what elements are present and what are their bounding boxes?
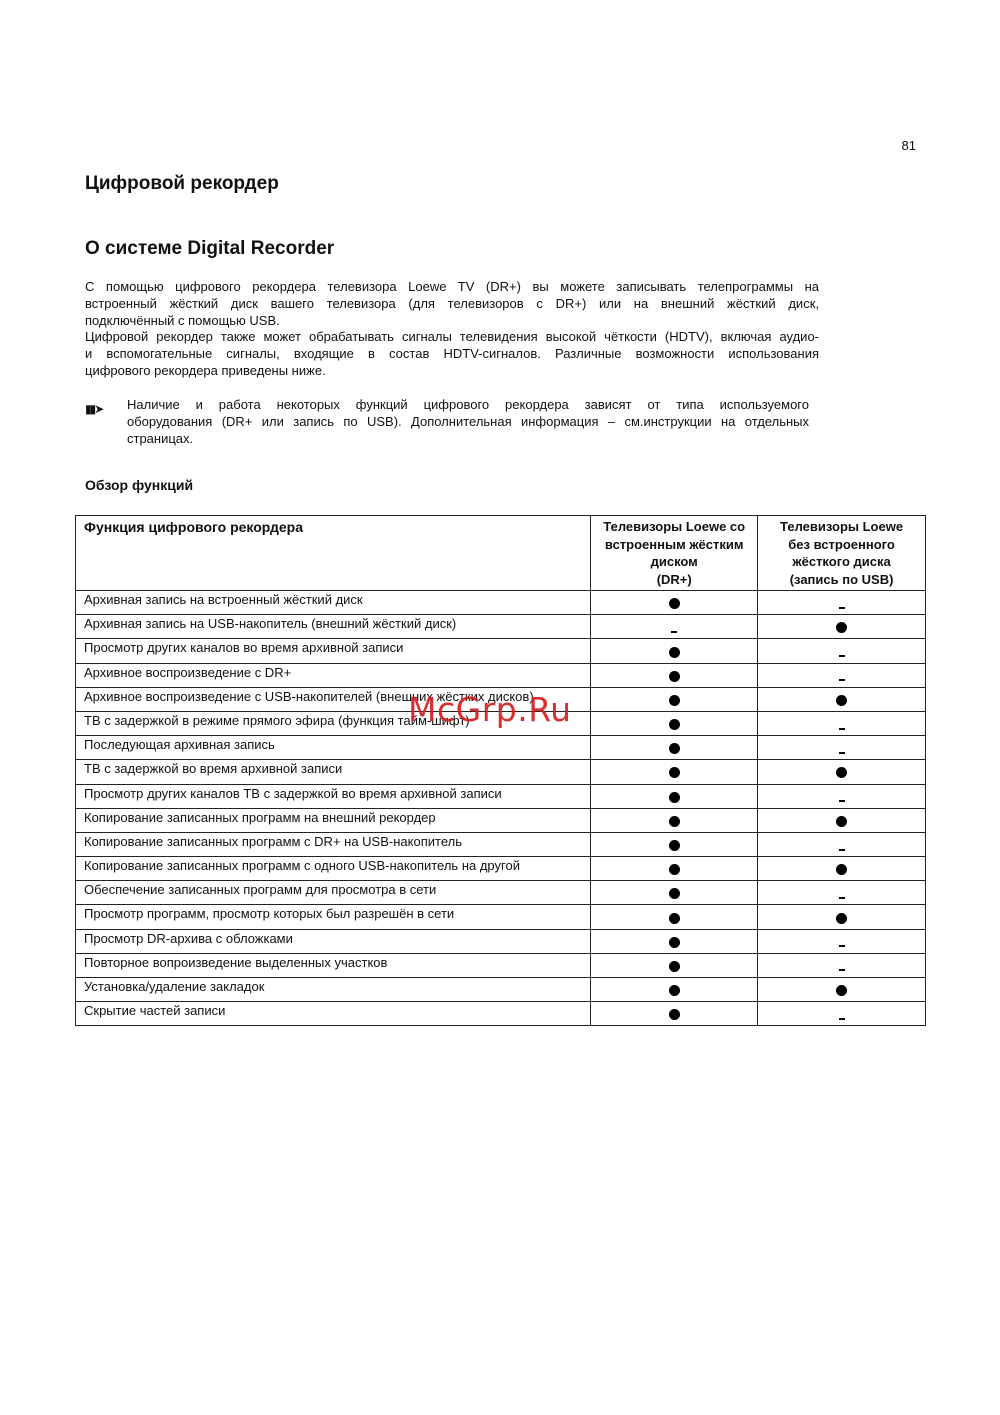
filled-dot-icon <box>669 840 680 851</box>
cell-usb <box>758 978 926 1002</box>
header-line: жёсткого диска <box>792 554 891 569</box>
cell-usb <box>758 784 926 808</box>
cell-dr-plus <box>591 760 758 784</box>
cell-dr-plus <box>591 711 758 735</box>
function-label: Просмотр программ, просмотр которых был разрешён в сети <box>76 905 591 929</box>
section-title: О системе Digital Recorder <box>85 238 335 259</box>
intro-1-line: С помощью цифрового рекордера телевизора Loewe TV (DR+) вы можете записывать телепрограммы на <box>85 279 819 294</box>
cell-usb <box>758 857 926 881</box>
function-label: ТВ с задержкой во время архивной записи <box>76 760 591 784</box>
filled-dot-icon <box>669 767 680 778</box>
table-row <box>76 736 926 760</box>
function-label: Архивная запись на встроенный жёсткий диск <box>76 591 591 615</box>
cell-dr-plus <box>591 857 758 881</box>
table-row <box>76 784 926 808</box>
filled-dot-icon <box>669 985 680 996</box>
function-label: Скрытие частей записи <box>76 1002 591 1026</box>
header-line: Телевизоры Loewe со <box>603 519 746 534</box>
function-label: Установка/удаление закладок <box>76 978 591 1002</box>
filled-dot-icon <box>836 985 847 996</box>
filled-dot-icon <box>669 719 680 730</box>
table-header-row <box>76 516 926 591</box>
cell-dr-plus <box>591 591 758 615</box>
table-row <box>76 881 926 905</box>
cell-usb <box>758 687 926 711</box>
table-row <box>76 1002 926 1026</box>
table-row <box>76 857 926 881</box>
header-line: без встроенного <box>788 536 895 552</box>
table-row <box>76 808 926 832</box>
cell-usb <box>758 808 926 832</box>
table-row <box>76 929 926 953</box>
header-line: встроенным жёстким <box>604 536 744 552</box>
function-label: Архивное воспроизведение с DR+ <box>76 663 591 687</box>
filled-dot-icon <box>669 816 680 827</box>
filled-dot-icon <box>836 816 847 827</box>
cell-usb <box>758 905 926 929</box>
table-row <box>76 953 926 977</box>
filled-dot-icon <box>669 1009 680 1020</box>
cell-dr-plus <box>591 1002 758 1026</box>
filled-dot-icon <box>836 695 847 706</box>
dash-icon <box>839 607 845 609</box>
filled-dot-icon <box>836 864 847 875</box>
dash-icon <box>839 728 845 730</box>
cell-dr-plus <box>591 663 758 687</box>
filled-dot-icon <box>669 888 680 899</box>
page-number: 81 <box>901 138 916 153</box>
function-label: Обеспечение записанных программ для просмотра в сети <box>76 881 591 905</box>
header-function: Функция цифрового рекордера <box>76 516 591 591</box>
dash-icon <box>839 849 845 851</box>
table-row <box>76 905 926 929</box>
header-line: (DR+) <box>656 571 692 587</box>
cell-usb <box>758 832 926 856</box>
cell-dr-plus <box>591 736 758 760</box>
cell-dr-plus <box>591 881 758 905</box>
cell-dr-plus <box>591 905 758 929</box>
cell-usb <box>758 881 926 905</box>
cell-dr-plus <box>591 929 758 953</box>
cell-dr-plus <box>591 953 758 977</box>
dash-icon <box>839 897 845 899</box>
header-line: диском <box>650 554 698 569</box>
intro-1-line: подключённый с помощью USB. <box>85 312 280 328</box>
cell-usb <box>758 929 926 953</box>
function-label: Повторное вопроизведение выделенных участков <box>76 953 591 977</box>
cell-usb <box>758 736 926 760</box>
cell-usb <box>758 711 926 735</box>
intro-1-line: встроенный жёсткий диск вашего телевизора (для телевизоров с DR+) или на внешний жёсткий диск, <box>85 295 819 311</box>
cell-dr-plus <box>591 615 758 639</box>
table-row <box>76 591 926 615</box>
filled-dot-icon <box>669 743 680 754</box>
cell-dr-plus <box>591 832 758 856</box>
page-title: Цифровой рекордер <box>85 173 279 194</box>
intro-2-line: цифрового рекордера приведены ниже. <box>85 362 326 378</box>
cell-usb <box>758 663 926 687</box>
note-line: страницах. <box>127 430 194 446</box>
function-label: Архивное воспроизведение с USB-накопителей (внешних жёстких дисков) <box>76 687 591 711</box>
intro-paragraph-2 <box>85 329 819 379</box>
cell-usb <box>758 639 926 663</box>
header-dr-plus <box>591 516 758 591</box>
filled-dot-icon <box>836 622 847 633</box>
cell-dr-plus <box>591 687 758 711</box>
dash-icon <box>839 969 845 971</box>
dash-icon <box>839 679 845 681</box>
table-row <box>76 760 926 784</box>
filled-dot-icon <box>669 961 680 972</box>
function-label: Копирование записанных программ с одного USB-накопитель на другой <box>76 857 591 881</box>
dash-icon <box>839 1018 845 1020</box>
arrow-note-icon: ▮▮➤ <box>85 402 103 416</box>
cell-usb <box>758 953 926 977</box>
dash-icon <box>839 752 845 754</box>
dash-icon <box>671 631 677 633</box>
intro-paragraph-1 <box>85 279 819 329</box>
function-label: Архивная запись на USB-накопитель (внешний жёсткий диск) <box>76 615 591 639</box>
cell-usb <box>758 615 926 639</box>
filled-dot-icon <box>669 647 680 658</box>
filled-dot-icon <box>836 913 847 924</box>
filled-dot-icon <box>669 695 680 706</box>
cell-dr-plus <box>591 978 758 1002</box>
filled-dot-icon <box>669 598 680 609</box>
note-line: оборудования (DR+ или запись по USB). Дополнительная информация – см.инструкции на отдельных <box>127 413 809 429</box>
table-row <box>76 832 926 856</box>
dash-icon <box>839 945 845 947</box>
table-row <box>76 663 926 687</box>
table-row <box>76 978 926 1002</box>
cell-dr-plus <box>591 808 758 832</box>
note-text <box>127 397 809 447</box>
function-label: ТВ с задержкой в режиме прямого эфира (функция тайм-шифт) <box>76 711 591 735</box>
watermark: McGrp.Ru <box>408 690 572 729</box>
cell-usb <box>758 591 926 615</box>
section-heading: Обзор функций <box>85 477 194 493</box>
filled-dot-icon <box>836 767 847 778</box>
filled-dot-icon <box>669 792 680 803</box>
function-label: Просмотр других каналов ТВ с задержкой во время архивной записи <box>76 784 591 808</box>
cell-dr-plus <box>591 784 758 808</box>
header-usb <box>758 516 926 591</box>
table-row <box>76 639 926 663</box>
intro-2-line: Цифровой рекордер также может обрабатывать сигналы телевидения высокой чёткости (HDTV), включая аудио- <box>85 329 819 344</box>
cell-dr-plus <box>591 639 758 663</box>
cell-usb <box>758 760 926 784</box>
table-row <box>76 615 926 639</box>
function-label: Последующая архивная запись <box>76 736 591 760</box>
note-line: Наличие и работа некоторых функций цифрового рекордера зависят от типа используемого <box>127 397 809 412</box>
function-label: Копирование записанных программ на внешний рекордер <box>76 808 591 832</box>
filled-dot-icon <box>669 913 680 924</box>
function-label: Просмотр других каналов во время архивной записи <box>76 639 591 663</box>
filled-dot-icon <box>669 937 680 948</box>
table-body <box>76 591 926 1026</box>
function-label: Просмотр DR-архива с обложками <box>76 929 591 953</box>
filled-dot-icon <box>669 864 680 875</box>
intro-2-line: и вспомогательные сигналы, входящие в состав HDTV-сигналов. Различные возможности использования <box>85 345 819 361</box>
filled-dot-icon <box>669 671 680 682</box>
header-line: Телевизоры Loewe <box>780 519 904 534</box>
cell-usb <box>758 1002 926 1026</box>
dash-icon <box>839 800 845 802</box>
features-table <box>75 515 926 1026</box>
header-line: (запись по USB) <box>789 571 894 587</box>
function-label: Копирование записанных программ с DR+ на USB-накопитель <box>76 832 591 856</box>
dash-icon <box>839 655 845 657</box>
